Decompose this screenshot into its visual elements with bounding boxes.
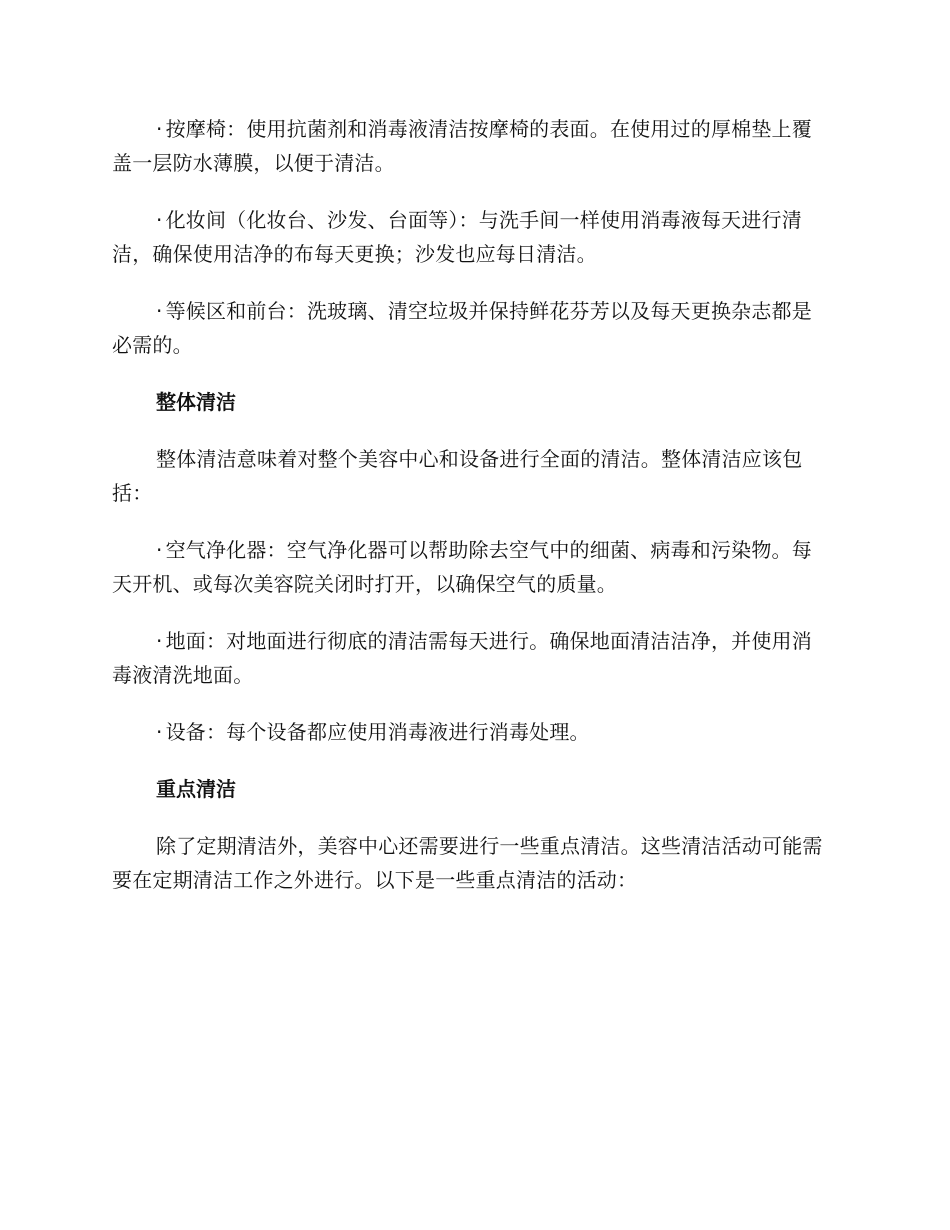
bullet-air-purifier: · 空气净化器：空气净化器可以帮助除去空气中的细菌、病毒和污染物。每天开机、或每次美容院关闭时打开，以确保空气的质量。 [112, 533, 832, 601]
bullet-floor: · 地面：对地面进行彻底的清洁需每天进行。确保地面清洁洁净，并使用消毒液清洗地面。 [112, 624, 832, 692]
document-page [112, 112, 832, 897]
section-heading-overall-cleaning: 整体清洁 [156, 390, 236, 414]
bullet-equipment: · 设备：每个设备都应使用消毒液进行消毒处理。 [112, 715, 832, 749]
section-heading-key-cleaning: 重点清洁 [156, 777, 236, 801]
bullet-massage-chair: · 按摩椅：使用抗菌剂和消毒液清洁按摩椅的表面。在使用过的厚棉垫上覆盖一层防水薄膜，以便于清洁。 [112, 112, 832, 180]
paragraph-key-cleaning-intro: 除了定期清洁外，美容中心还需要进行一些重点清洁。这些清洁活动可能需要在定期清洁工作之外进行。以下是一些重点清洁的活动： [112, 834, 823, 892]
bullet-waiting-area: · 等候区和前台：洗玻璃、清空垃圾并保持鲜花芬芳以及每天更换杂志都是必需的。 [112, 294, 832, 362]
bullet-makeup-room: · 化妆间（化妆台、沙发、台面等）：与洗手间一样使用消毒液每天进行清洁，确保使用洁净的布每天更换；沙发也应每日清洁。 [112, 203, 832, 271]
paragraph-overall-cleaning-intro: 整体清洁意味着对整个美容中心和设备进行全面的清洁。整体清洁应该包括： [112, 447, 803, 505]
